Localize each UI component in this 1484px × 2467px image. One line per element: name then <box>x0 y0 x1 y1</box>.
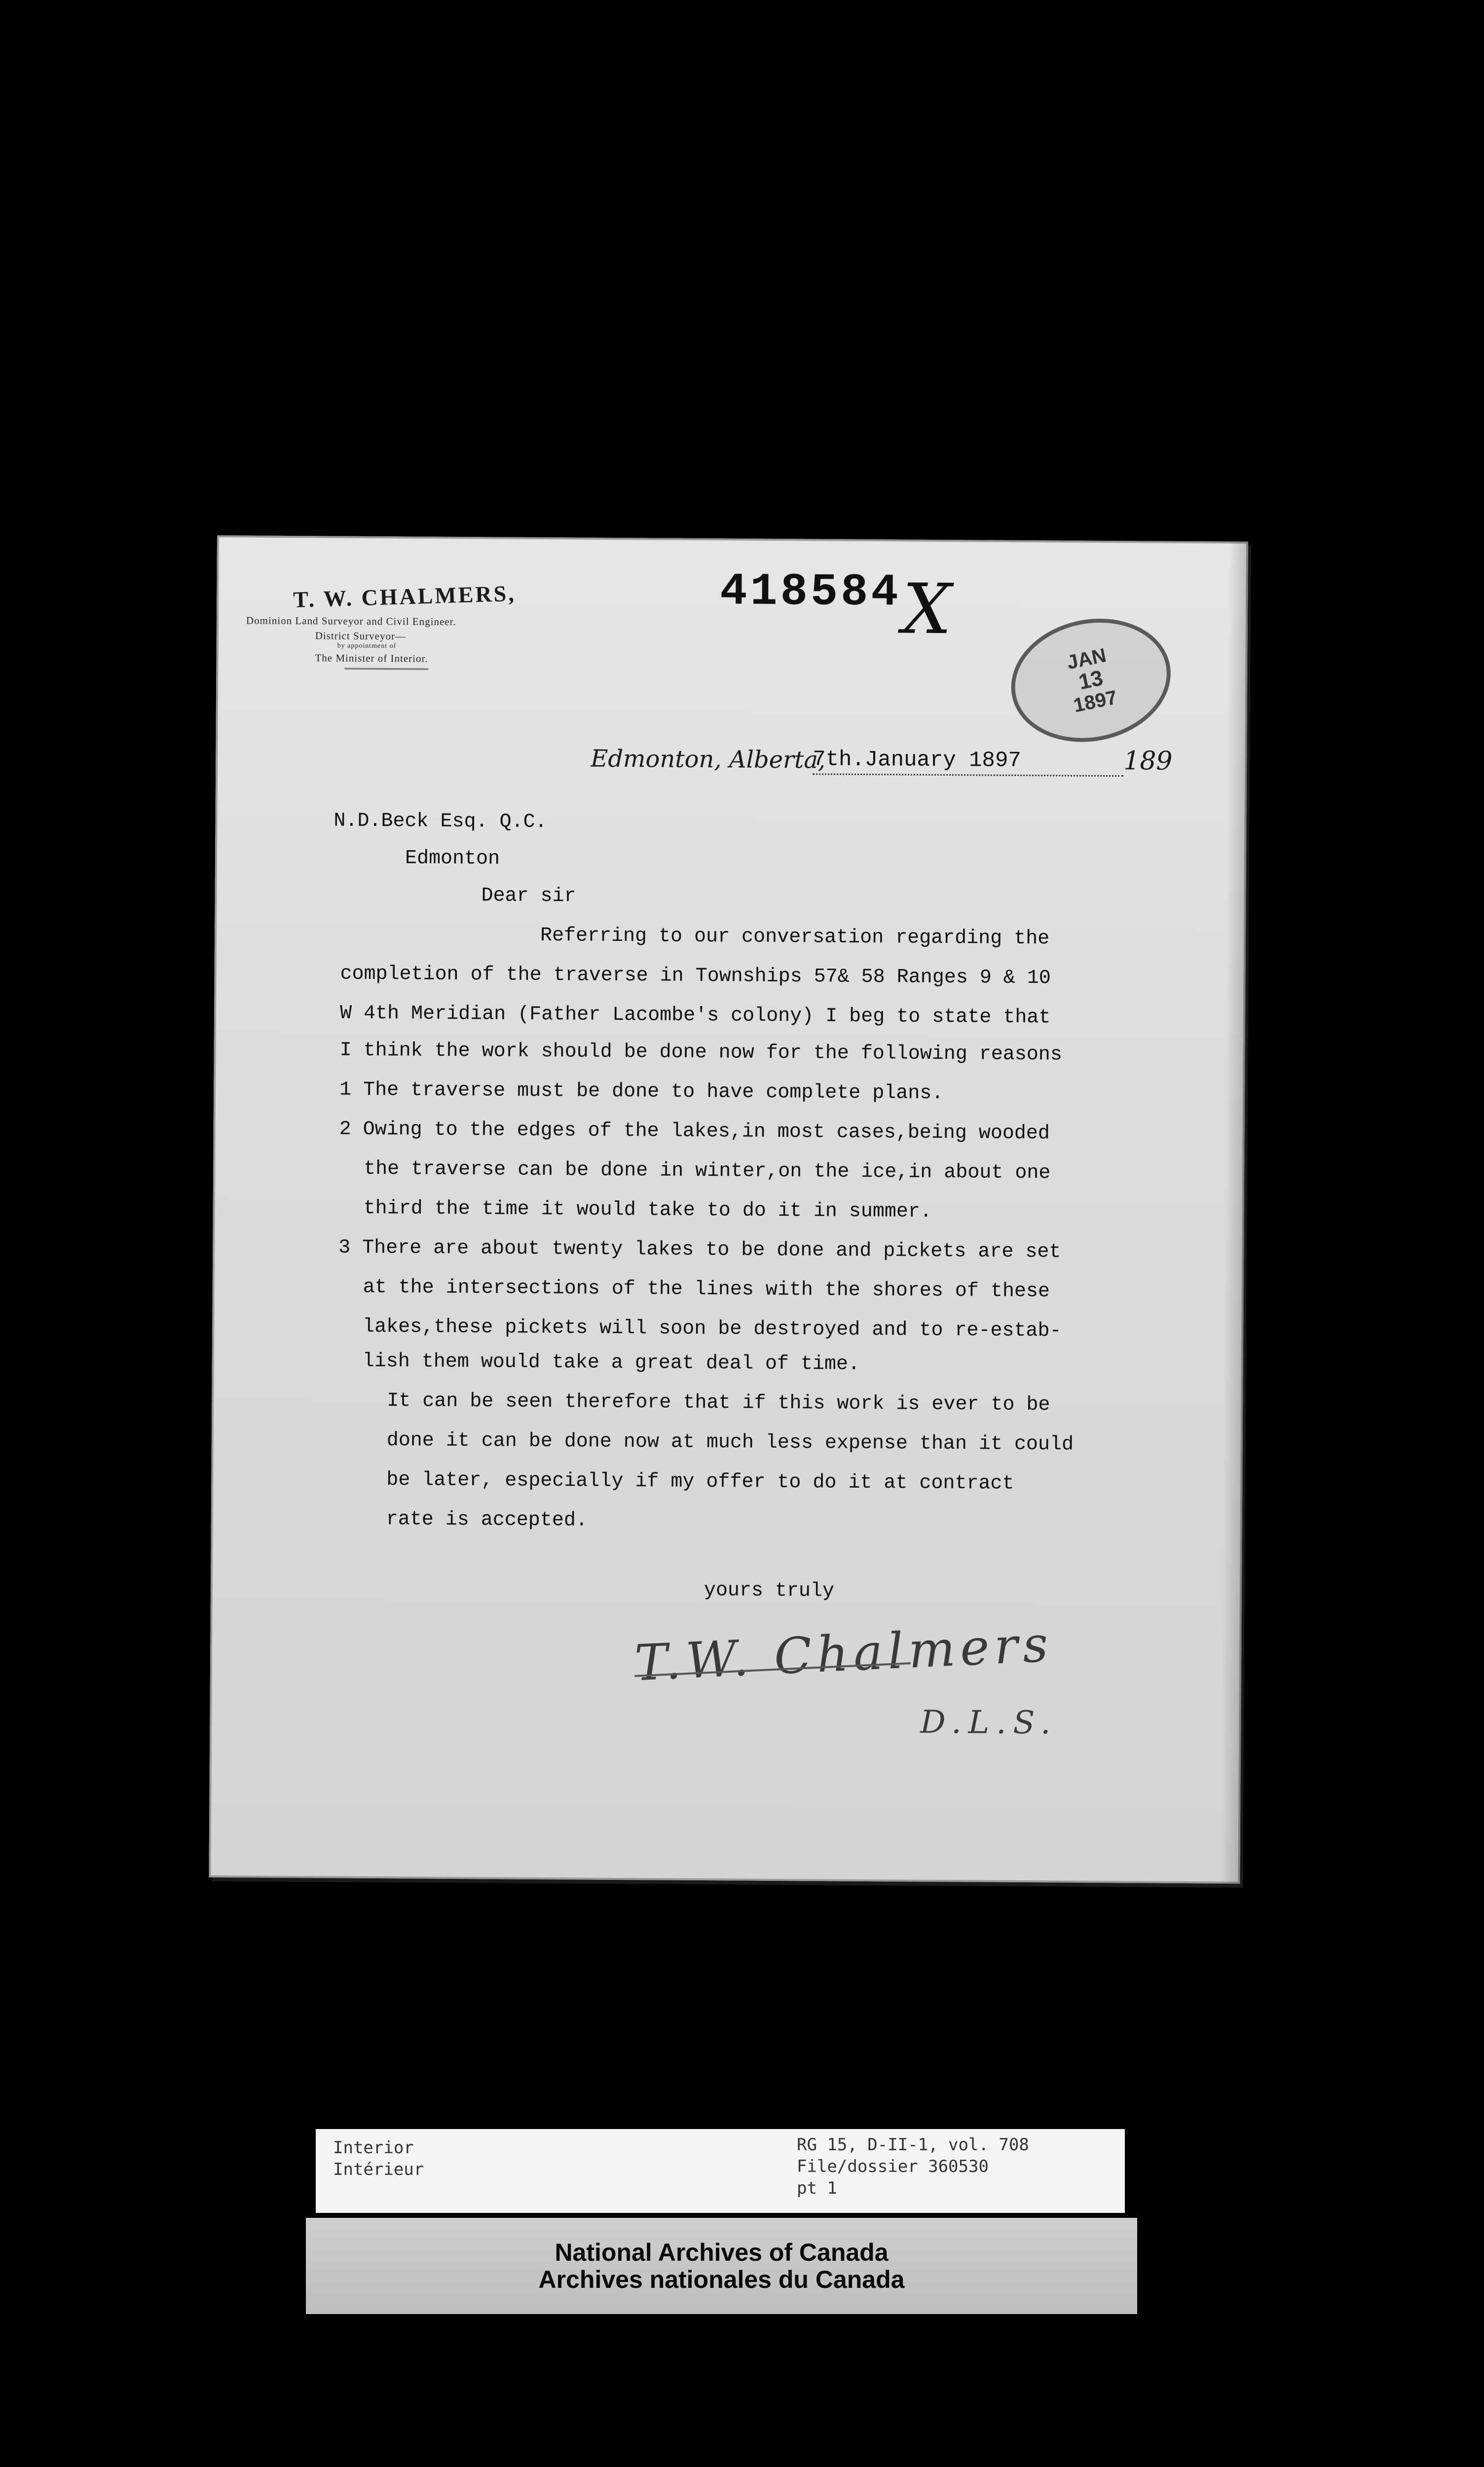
letterhead-ministry: The Minister of Interior. <box>315 652 428 665</box>
record-group: RG 15, D-II-1, vol. 708 <box>797 2135 1029 2155</box>
archives-banner <box>306 2218 1137 2314</box>
letterhead-flourish <box>344 668 428 670</box>
signature-title: D.L.S. <box>920 1704 1058 1742</box>
dateline-date: 7th.January 1897 <box>813 747 1021 773</box>
stamp-year: 1897 <box>1072 686 1119 717</box>
body-line: It can be seen therefore that if this work is ever to be <box>387 1390 1050 1417</box>
body-line: 2 Owing to the edges of the lakes,in most cases,being wooded <box>339 1118 1050 1145</box>
body-line: I think the work should be done now for the following reasons <box>339 1039 1062 1066</box>
addressee-name: N.D.Beck Esq. Q.C. <box>334 810 547 834</box>
body-line: W 4th Meridian (Father Lacombe's colony) I beg to state that <box>339 1002 1051 1029</box>
file-number: 418584 <box>720 565 901 619</box>
body-line: lish them would take a great deal of time. <box>362 1350 860 1376</box>
handwritten-mark: X <box>902 569 952 650</box>
body-line: 1 The traverse must be done to have complete plans. <box>339 1079 944 1105</box>
signature: T.W. Chalmers <box>633 1615 1054 1692</box>
body-line: completion of the traverse in Townships 57& 58 Ranges 9 & 10 <box>340 963 1051 990</box>
letter-page <box>209 535 1248 1884</box>
archives-name-en: National Archives of Canada <box>555 2238 889 2266</box>
received-date-stamp <box>1000 604 1182 756</box>
stamp-month: JAN <box>1065 644 1108 674</box>
body-line: at the intersections of the lines with the shores of these <box>363 1276 1050 1303</box>
letterhead-role: District Surveyor— <box>315 630 407 642</box>
body-line: be later, especially if my offer to do it at contract <box>386 1469 1014 1495</box>
department-fr: Intérieur <box>333 2160 424 2179</box>
letterhead <box>246 580 601 665</box>
archives-name-fr: Archives nationales du Canada <box>538 2265 905 2293</box>
department-en: Interior <box>333 2138 414 2158</box>
body-line: third the time it would take to do it in summer. <box>363 1197 932 1223</box>
body-line: 3 There are about twenty lakes to be done and pickets are set <box>338 1236 1061 1264</box>
closing: yours truly <box>704 1579 835 1603</box>
dateline-place: Edmonton, Alberta, <box>591 745 826 774</box>
file-part: pt 1 <box>797 2178 837 2198</box>
archival-reference-label <box>316 2129 1125 2213</box>
file-dossier: File/dossier 360530 <box>797 2157 989 2176</box>
stamp-day: 13 <box>1076 666 1106 695</box>
body-line: lakes,these pickets will soon be destroyed and to re-estab- <box>363 1315 1062 1343</box>
body-line: Referring to our conversation regarding the <box>540 925 1050 950</box>
addressee-city: Edmonton <box>405 847 500 870</box>
letterhead-profession: Dominion Land Surveyor and Civil Engineer. <box>246 614 456 628</box>
dateline-year-prefix: 189 <box>1123 746 1173 776</box>
body-line: done it can be done now at much less expense than it could <box>386 1429 1074 1456</box>
dateline <box>591 745 1207 779</box>
letterhead-appointment: by appointment of <box>337 642 397 650</box>
dateline-rule <box>813 773 1123 777</box>
body-line: the traverse can be done in winter,on the ice,in about one <box>364 1158 1051 1185</box>
salutation: Dear sir <box>481 885 576 908</box>
letterhead-name: T. W. CHALMERS, <box>293 580 517 612</box>
body-line: rate is accepted. <box>386 1508 588 1532</box>
